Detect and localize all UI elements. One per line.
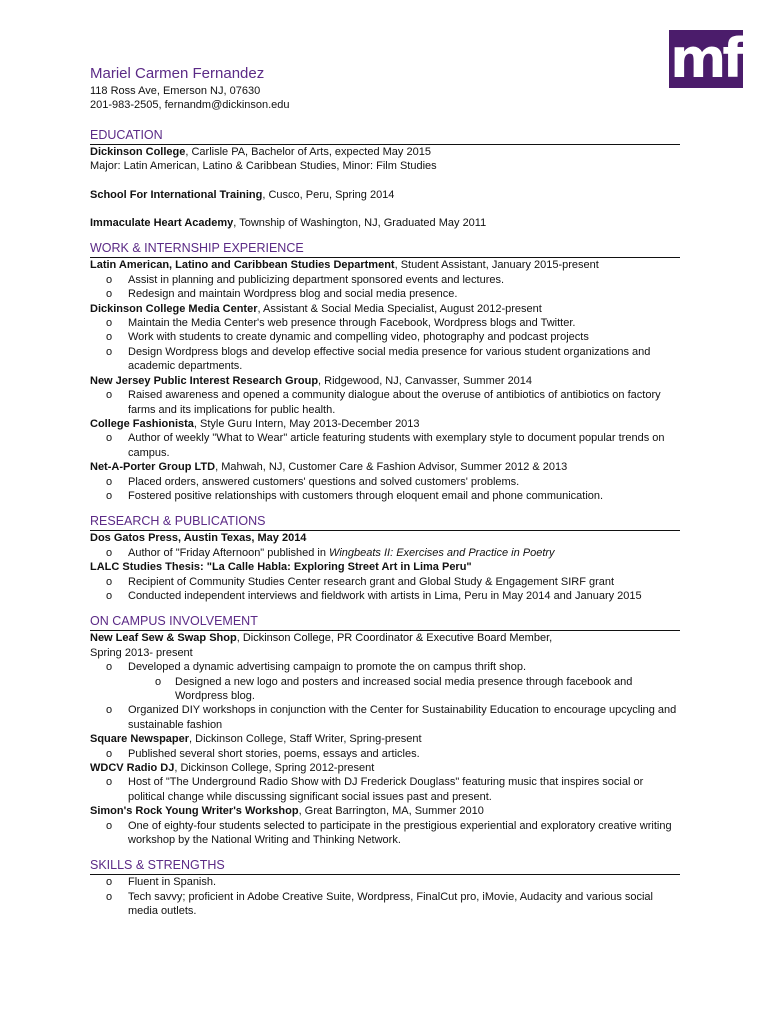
bullet-item: o Work with students to create dynamic and compelling video, photography and podcast projects xyxy=(90,330,680,344)
research-heading: RESEARCH & PUBLICATIONS xyxy=(90,513,680,531)
publication-title: Wingbeats II: Exercises and Practice in Poetry xyxy=(329,546,555,559)
employer-name: New Jersey Public Interest Research Group xyxy=(90,374,319,387)
school-details: , Cusco, Peru, Spring 2014 xyxy=(262,188,395,201)
job-entry xyxy=(90,417,680,431)
bullet-item: o Tech savvy; proficient in Adobe Creative Suite, Wordpress, FinalCut pro, iMovie, Audacity and various social media outlets. xyxy=(90,890,680,919)
bullet-item: o Recipient of Community Studies Center research grant and Global Study & Engagement SIRF grant xyxy=(90,575,680,589)
skills-heading: SKILLS & STRENGTHS xyxy=(90,857,680,875)
bullet-item: o Host of "The Underground Radio Show with DJ Frederick Douglass" featuring music that inspires social or political change while discussing significant social issues past and present. xyxy=(90,775,680,804)
job-entry xyxy=(90,258,680,272)
bullet-list xyxy=(90,875,680,918)
campus-section xyxy=(90,613,680,847)
education-entry xyxy=(90,188,680,202)
school-name: Immaculate Heart Academy xyxy=(90,217,234,230)
activity-details: , Dickinson College, Staff Writer, Spring-present xyxy=(189,733,422,746)
major-line: Major: Latin American, Latino & Caribbean Studies, Minor: Film Studies xyxy=(90,160,437,173)
bullet-list xyxy=(90,747,680,761)
employer-name: Net-A-Porter Group LTD xyxy=(90,461,216,474)
job-details: , Mahwah, NJ, Customer Care & Fashion Advisor, Summer 2012 & 2013 xyxy=(215,461,568,474)
job-entry xyxy=(90,374,680,388)
bullet-list xyxy=(90,273,680,302)
job-details: , Assistant & Social Media Specialist, August 2012-present xyxy=(257,302,542,315)
bullet-item: o Placed orders, answered customers' questions and solved customers' problems. xyxy=(90,475,680,489)
bullet-item: o Design Wordpress blogs and develop effective social media presence for various student organizations and academic departments. xyxy=(90,345,680,374)
activity-entry xyxy=(90,631,680,645)
sub-bullet-item: o Designed a new logo and posters and increased social media presence through facebook and Wordpress blog. xyxy=(90,675,680,704)
job-entry xyxy=(90,302,680,316)
address: 118 Ross Ave, Emerson NJ, 07630 xyxy=(90,85,261,97)
school-name: School For International Training xyxy=(90,188,263,201)
activity-details: , Dickinson College, PR Coordinator & Executive Board Member, xyxy=(236,632,553,645)
activity-details: , Great Barrington, MA, Summer 2010 xyxy=(298,805,484,818)
school-name: Dickinson College xyxy=(90,145,186,158)
work-section xyxy=(90,240,680,503)
employer-name: Latin American, Latino and Caribbean Studies Department xyxy=(90,259,395,272)
bullet-list xyxy=(90,546,680,560)
bullet-item: o Raised awareness and opened a community dialogue about the overuse of antibiotics of antibiotics on factory farms and its implications for public health. xyxy=(90,388,680,417)
bullet-item: o Assist in planning and publicizing department sponsored events and lectures. xyxy=(90,273,680,287)
bullet-item: o Author of weekly "What to Wear" article featuring students with exemplary style to document popular trends on campus. xyxy=(90,431,680,460)
bullet-list xyxy=(90,431,680,460)
bullet-list xyxy=(90,819,680,848)
bullet-list xyxy=(90,475,680,504)
bullet-item: o Developed a dynamic advertising campaign to promote the on campus thrift shop. xyxy=(90,660,680,674)
bullet-item: o Organized DIY workshops in conjunction with the Center for Sustainability Education to encourage upcycling and sustainable fashion xyxy=(90,703,680,732)
education-heading: EDUCATION xyxy=(90,127,680,145)
publication-text: Author of "Friday Afternoon" published in xyxy=(128,546,330,559)
activity-entry xyxy=(90,761,680,775)
activity-entry xyxy=(90,732,680,746)
bullet-item xyxy=(90,546,680,560)
skills-section xyxy=(90,857,680,918)
employer-name: College Fashionista xyxy=(90,417,194,430)
bullet-item: o Published several short stories, poems, essays and articles. xyxy=(90,747,680,761)
contact-info: 201-983-2505, fernandm@dickinson.edu xyxy=(90,99,290,112)
resume-page xyxy=(90,64,680,919)
monogram-logo: mf xyxy=(670,30,742,88)
research-section xyxy=(90,513,680,603)
publication-entry xyxy=(90,531,680,545)
organization-name: Simon's Rock Young Writer's Workshop xyxy=(90,805,299,818)
campus-heading: ON CAMPUS INVOLVEMENT xyxy=(90,613,680,631)
education-section xyxy=(90,127,680,231)
bullet-list xyxy=(90,316,680,374)
job-details: , Ridgewood, NJ, Canvasser, Summer 2014 xyxy=(318,374,533,387)
activity-entry xyxy=(90,804,680,818)
organization-name: WDCV Radio DJ xyxy=(90,762,175,775)
organization-name: New Leaf Sew & Swap Shop xyxy=(90,632,237,645)
school-details: , Township of Washington, NJ, Graduated May 2011 xyxy=(233,217,487,230)
bullet-list xyxy=(90,575,680,604)
bullet-list xyxy=(90,388,680,417)
activity-details: , Dickinson College, Spring 2012-present xyxy=(174,762,375,775)
bullet-item: o Conducted independent interviews and fieldwork with artists in Lima, Peru in May 2014 and January 2015 xyxy=(90,589,680,603)
school-details: , Carlisle PA, Bachelor of Arts, expected May 2015 xyxy=(185,145,431,158)
bullet-item: o One of eighty-four students selected to participate in the prestigious experiential and exploratory creative writing workshop by the National Writing and Thinking Network. xyxy=(90,819,680,848)
job-details: , Student Assistant, January 2015-present xyxy=(394,259,599,272)
employer-name: Dickinson College Media Center xyxy=(90,302,258,315)
bullet-item: o Maintain the Media Center's web presence through Facebook, Wordpress blogs and Twitter. xyxy=(90,316,680,330)
candidate-name: Mariel Carmen Fernandez xyxy=(90,65,265,82)
bullet-item: o Fluent in Spanish. xyxy=(90,875,680,889)
bullet-item: o Redesign and maintain Wordpress blog and social media presence. xyxy=(90,287,680,301)
activity-dates: Spring 2013- present xyxy=(90,646,193,659)
work-heading: WORK & INTERNSHIP EXPERIENCE xyxy=(90,240,680,258)
education-entry xyxy=(90,145,680,159)
thesis-title: LALC Studies Thesis: "La Calle Habla: Exploring Street Art in Lima Peru" xyxy=(90,561,472,574)
job-entry xyxy=(90,460,680,474)
bullet-list xyxy=(90,660,680,732)
publisher-name: Dos Gatos Press, Austin Texas, May 2014 xyxy=(90,532,307,545)
bullet-list xyxy=(90,775,680,804)
education-entry xyxy=(90,216,680,230)
bullet-item: o Fostered positive relationships with customers through eloquent email and phone communication. xyxy=(90,489,680,503)
thesis-entry xyxy=(90,560,680,574)
job-details: , Style Guru Intern, May 2013-December 2013 xyxy=(193,417,420,430)
organization-name: Square Newspaper xyxy=(90,733,190,746)
